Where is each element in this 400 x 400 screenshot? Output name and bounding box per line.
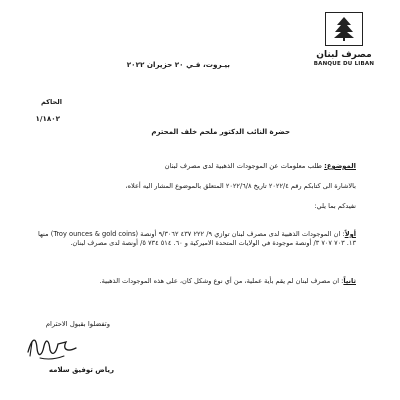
subject-line: [165, 162, 356, 171]
signer-name: رياض توفيق سلامه: [48, 366, 114, 374]
intro-paragraph: نفيدكم بما يلي:: [314, 202, 356, 210]
bank-name-english: BANQUE DU LIBAN: [313, 61, 375, 67]
item-second-label: ثانياً: [343, 277, 356, 285]
item-first-label: أولاً: [344, 230, 356, 238]
reference-number: ١/١٨٠٢: [35, 114, 60, 123]
subject-label: الموضوع:: [324, 162, 356, 170]
letter-date: بيـروت، فـي ٢٠ حزيران ٢٠٢٢: [126, 60, 230, 69]
reference-paragraph: بالاشارة الى كتابكم رقم ٢٠٢٢/٤ تاريخ ٢٠٢٢/٦/٨ المتعلق بالموضوع المشار اليه أعلاه،: [125, 182, 356, 190]
item-second-text: : ان مصرف لبنان لم يقم بأية عملية، من أي نوع وشكل كان، على هذه الموجودات الذهبية.: [99, 277, 344, 285]
closing-line: وتفضلوا بقبول الاحترام: [45, 320, 110, 328]
item-first: [38, 230, 356, 248]
recipient-line: حضرة النائب الدكتور ملحم خلف المحترم: [151, 128, 290, 136]
bank-logo: [306, 12, 382, 67]
item-first-text: : ان الموجودات الذهبية لدى مصرف لبنان توازي ٩/ ٢٢٢ ٤٣٧ ٩/٣٠٦٢ أونصة (Troy ounces & gold coins) منها ١٣. ٧٠٣ ٧٠٧ ٣/ أونصة موجودة في الولايات المتحدة الاميركية و ٦٠. ٥١٤ ٧٣٤ ٥/ أونصة لدى مصرف لبنان.: [38, 230, 356, 247]
handwritten-signature: [22, 330, 82, 368]
bank-name-arabic: مصرف لبنان: [316, 50, 372, 60]
cedar-tree-icon: [325, 12, 363, 46]
office-title: الحاكم: [41, 98, 62, 106]
item-second: [36, 277, 356, 286]
subject-text: طلب معلومات عن الموجودات الذهبية لدى مصرف لبنان: [164, 162, 322, 170]
